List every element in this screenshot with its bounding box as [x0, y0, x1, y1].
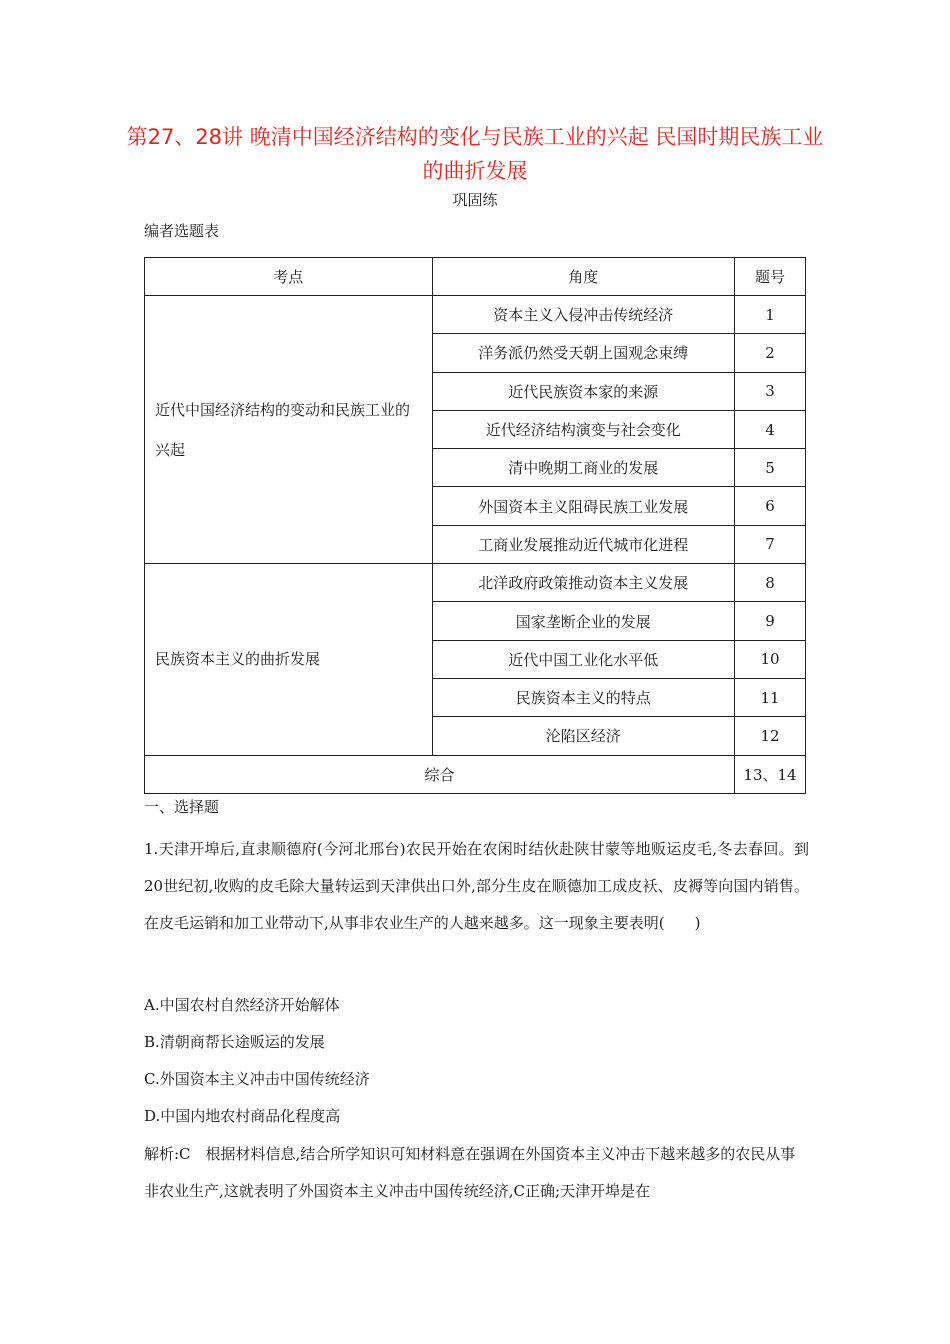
number-cell: 10 — [735, 640, 806, 678]
number-cell: 1 — [735, 296, 806, 334]
table-header-row — [145, 258, 806, 296]
angle-cell: 近代经济结构演变与社会变化 — [432, 410, 735, 448]
angle-cell: 工商业发展推动近代城市化进程 — [432, 525, 735, 563]
document-title: 第27、28讲 晚清中国经济结构的变化与民族工业的兴起 民国时期民族工业的曲折发展 — [126, 125, 824, 183]
header-number: 题号 — [735, 258, 806, 296]
angle-cell: 资本主义入侵冲击传统经济 — [432, 296, 735, 334]
topic-selection-table — [144, 257, 806, 794]
number-cell: 9 — [735, 602, 806, 640]
angle-cell: 近代民族资本家的来源 — [432, 372, 735, 410]
angle-cell: 清中晚期工商业的发展 — [432, 449, 735, 487]
topic-cell: 近代中国经济结构的变动和民族工业的兴起 — [145, 296, 433, 564]
number-cell: 6 — [735, 487, 806, 525]
question-stem: 1.天津开埠后,直隶顺德府(今河北邢台)农民开始在农闲时结伙赴陕甘蒙等地贩运皮毛,冬去春回。到20世纪初,收购的皮毛除大量转运到天津供出口外,部分生皮在顺德加工成皮袄、皮褥等向国内销售。在皮毛运销和加工业带动下,从事非农业生产的人越来越多。这一现象主要表明( ) — [144, 840, 809, 932]
topic-cell: 民族资本主义的曲折发展 — [145, 564, 433, 755]
summary-row — [145, 755, 806, 793]
document-subtitle: 巩固练 — [452, 191, 498, 209]
number-cell: 2 — [735, 334, 806, 372]
angle-cell: 外国资本主义阻碍民族工业发展 — [432, 487, 735, 525]
number-cell: 5 — [735, 449, 806, 487]
section-heading: 一、选择题 — [144, 798, 220, 816]
table-row — [145, 564, 806, 602]
number-cell: 7 — [735, 525, 806, 563]
number-cell: 8 — [735, 564, 806, 602]
angle-cell: 民族资本主义的特点 — [432, 678, 735, 716]
number-cell: 3 — [735, 372, 806, 410]
number-cell: 4 — [735, 410, 806, 448]
table-caption: 编者选题表 — [144, 222, 220, 240]
option-c: C.外国资本主义冲击中国传统经济 — [144, 1070, 370, 1088]
option-a: A.中国农村自然经济开始解体 — [144, 996, 340, 1014]
header-topic: 考点 — [145, 258, 433, 296]
angle-cell: 近代中国工业化水平低 — [432, 640, 735, 678]
number-cell: 12 — [735, 717, 806, 755]
header-angle: 角度 — [432, 258, 735, 296]
angle-cell: 北洋政府政策推动资本主义发展 — [432, 564, 735, 602]
angle-cell: 国家垄断企业的发展 — [432, 602, 735, 640]
angle-cell: 沦陷区经济 — [432, 717, 735, 755]
table-row — [145, 296, 806, 334]
summary-number: 13、14 — [735, 755, 806, 793]
option-b: B.清朝商帮长途贩运的发展 — [144, 1033, 325, 1051]
angle-cell: 洋务派仍然受天朝上国观念束缚 — [432, 334, 735, 372]
summary-label: 综合 — [145, 755, 735, 793]
number-cell: 11 — [735, 678, 806, 716]
answer-analysis: 解析:C 根据材料信息,结合所学知识可知材料意在强调在外国资本主义冲击下越来越多的农民从事非农业生产,这就表明了外国资本主义冲击中国传统经济,C正确;天津开埠是在 — [144, 1145, 796, 1200]
option-d: D.中国内地农村商品化程度高 — [144, 1107, 341, 1125]
